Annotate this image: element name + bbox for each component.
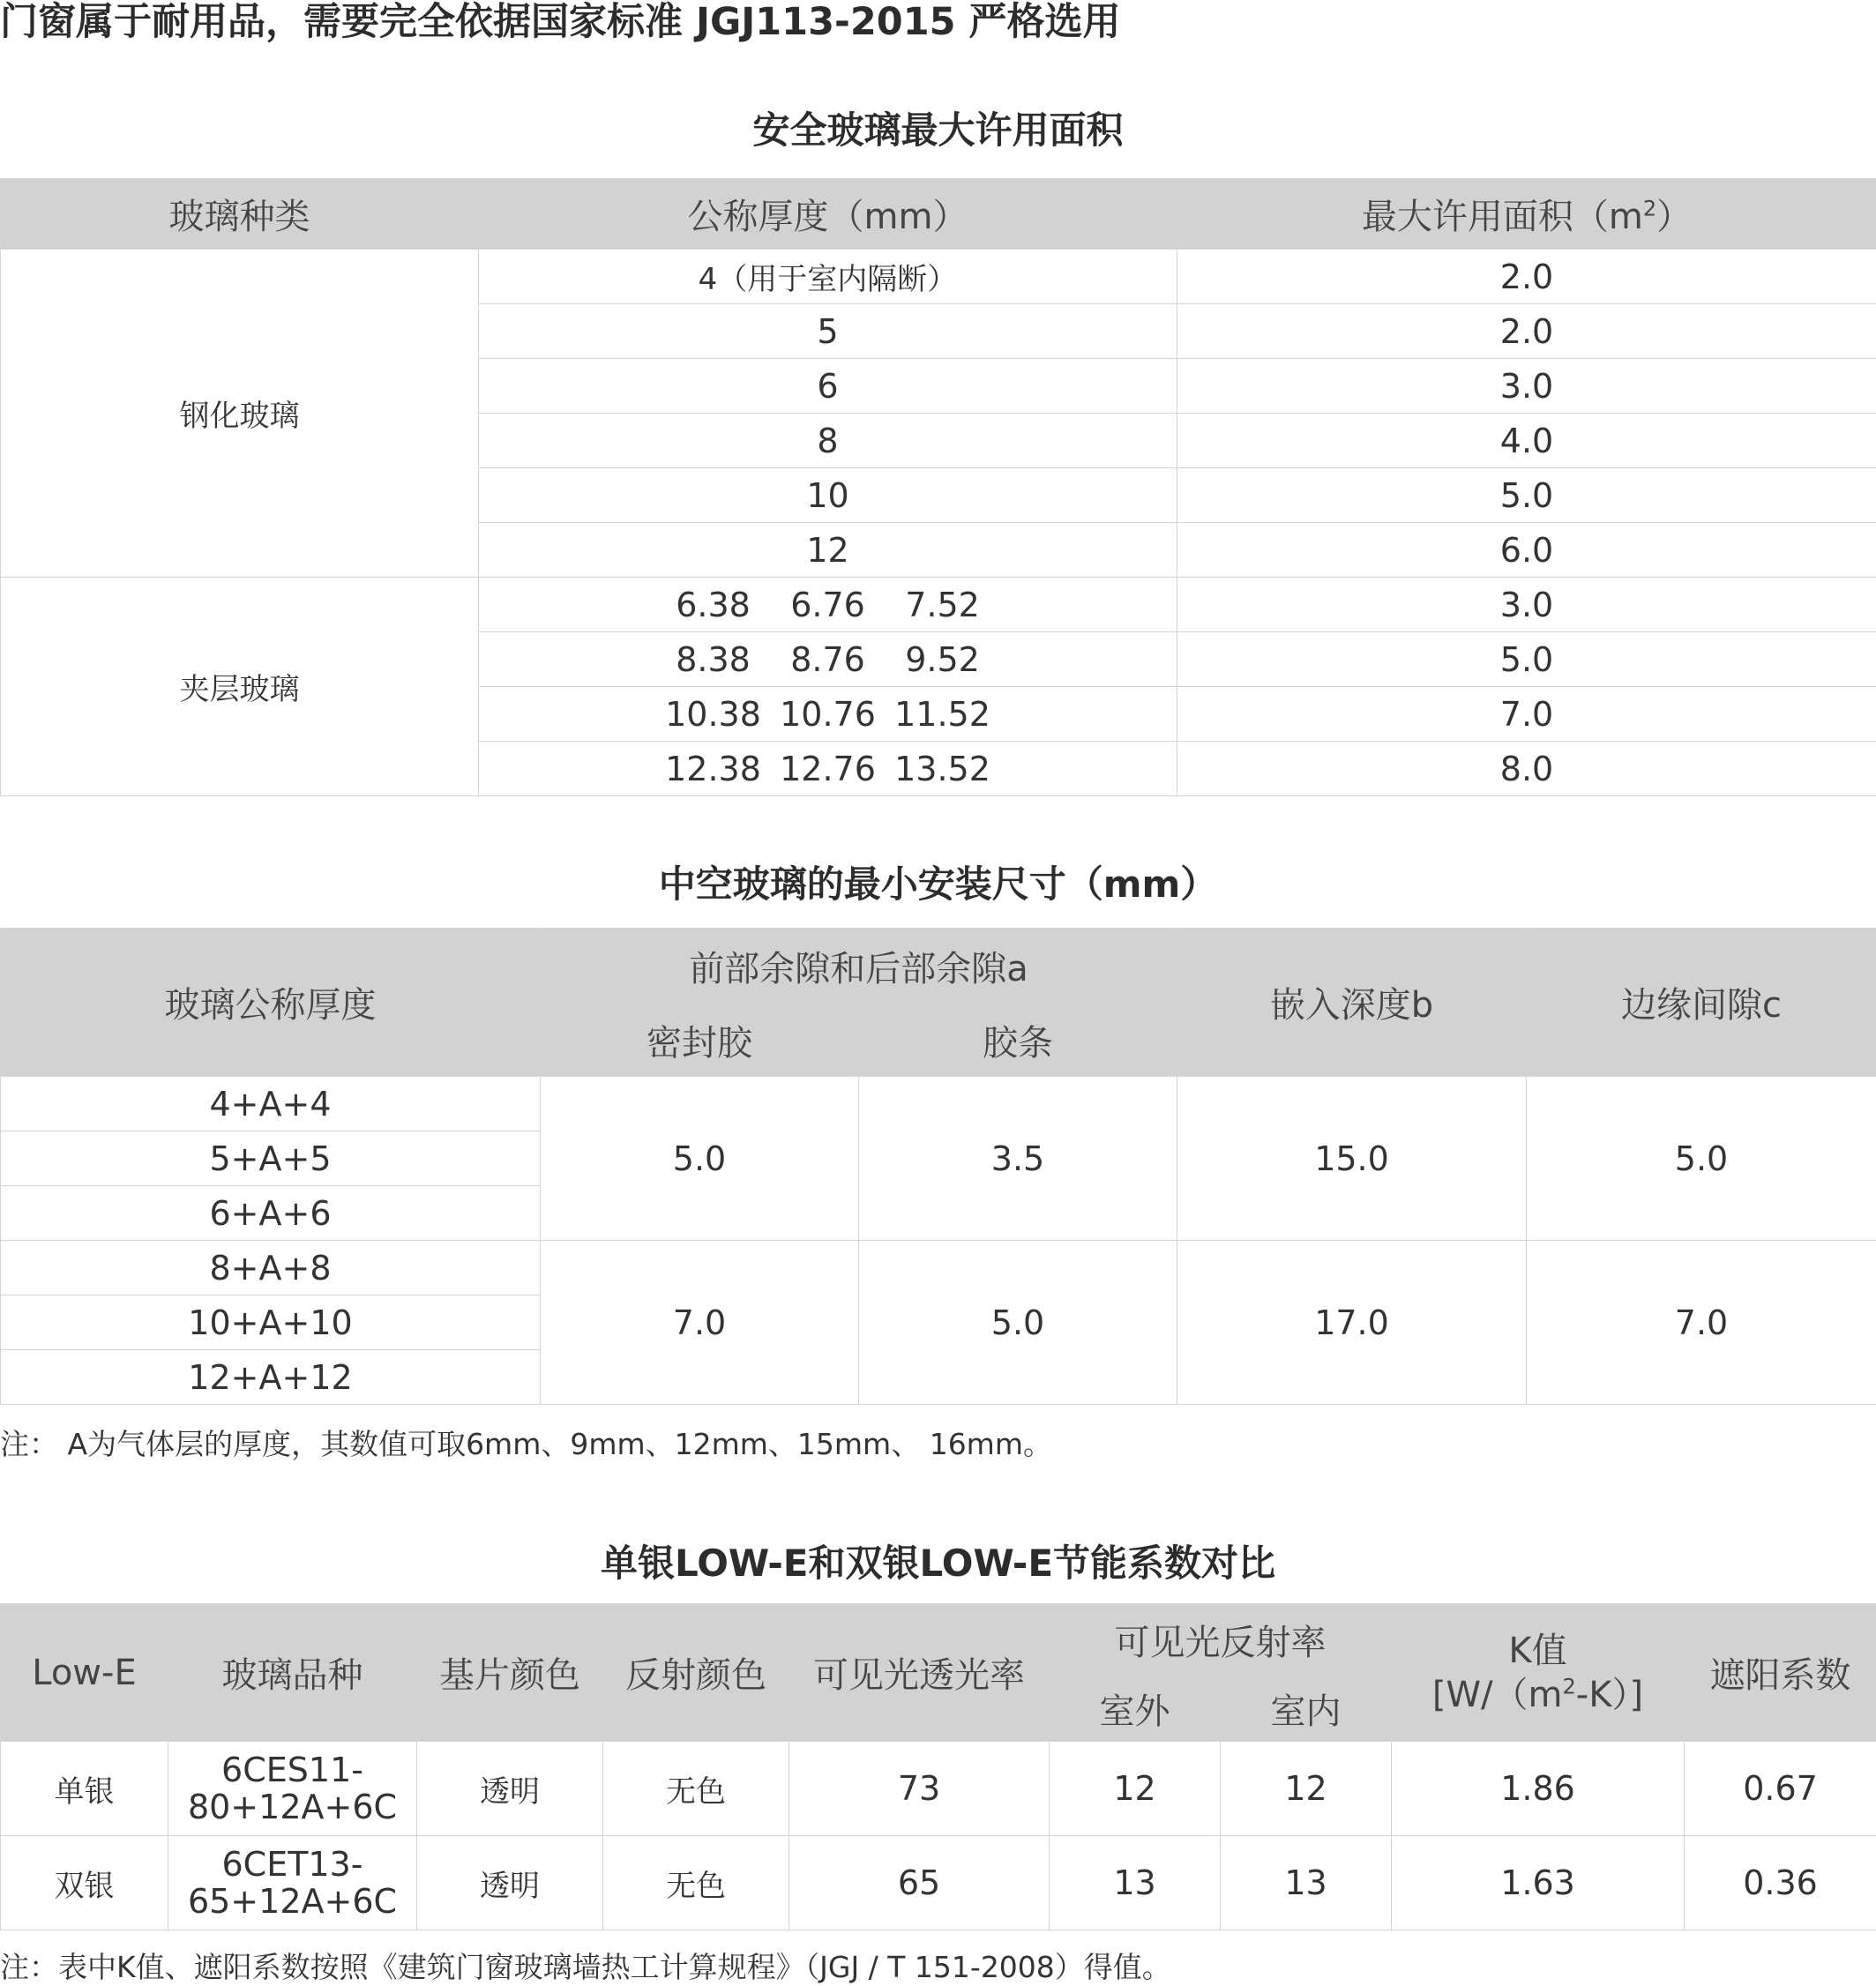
table-cell: 8 [479,414,1177,468]
table-cell: 5.0 [859,1241,1177,1405]
header-max-area: 最大许用面积$(m^2)$ [1177,179,1876,250]
table-cell: 无色 [603,1742,789,1836]
table-cell: 双银 [1,1836,168,1930]
header-glass-thickness: 玻璃公称厚度 [1,929,541,1077]
table-cell: 6+A+6 [1,1186,541,1241]
table-cell: 5.0 [1527,1077,1876,1241]
table-cell: 5+A+5 [1,1131,541,1186]
table-cell: 0.67 [1685,1742,1876,1836]
table-cell: 5.0 [1177,632,1876,687]
header-sealant: 密封胶 [541,1004,859,1077]
table2-caption: 中空玻璃的最小安装尺寸（mm） [0,855,1876,908]
table-cell: 8.0 [1177,742,1876,796]
header-strip: 胶条 [859,1004,1177,1077]
table-cell: 3.0 [1177,578,1876,632]
table-cell: 无色 [603,1836,789,1930]
table-cell: 13 [1221,1836,1392,1930]
table-cell: 6.38 6.76 7.52 [479,578,1177,632]
table-cell: 5.0 [1177,468,1876,523]
lowe-comparison-table [0,1603,1876,1930]
table-cell: 4+A+4 [1,1077,541,1131]
table3-note: 注：表中K值、遮阳系数按照《建筑门窗玻璃墙热工计算规程》（JGJ / T 151-2008）得值。 [0,1945,1171,1986]
table-cell: 2.0 [1177,250,1876,304]
table-cell: 8+A+8 [1,1241,541,1295]
header-nominal-thickness: 公称厚度（mm） [479,179,1177,250]
table-cell: 12 [1050,1742,1221,1836]
safety-glass-table [0,178,1876,796]
table3-caption: 单银LOW-E和双银LOW-E节能系数对比 [0,1534,1876,1587]
header-transmittance: 可见光透光率 [789,1604,1050,1742]
table-cell: 7.0 [1527,1241,1876,1405]
table-cell: 4.0 [1177,414,1876,468]
header-reflect-color: 反射颜色 [603,1604,789,1742]
table-cell: 17.0 [1177,1241,1527,1405]
table-cell: 透明 [417,1742,603,1836]
table-cell: 3.0 [1177,359,1876,414]
table-cell: 7.0 [1177,687,1876,742]
table-cell: 8.38 8.76 9.52 [479,632,1177,687]
header-lowe: Low-E [1,1604,168,1742]
table-cell: 10 [479,468,1177,523]
table-cell: 12 [1221,1742,1392,1836]
table-cell: 1.63 [1392,1836,1685,1930]
table-cell: 12.38 12.76 13.52 [479,742,1177,796]
table-cell: 73 [789,1742,1050,1836]
table-cell: 6CET13- 65+12A+6C [168,1836,417,1930]
page-heading: 门窗属于耐用品，需要完全依据国家标准 JGJ113-2015 严格选用 [0,0,1121,44]
table-cell: 5 [479,304,1177,359]
table-cell: 6.0 [1177,523,1876,578]
table1-caption: 安全玻璃最大许用面积 [0,101,1876,154]
table-cell: 1.86 [1392,1742,1685,1836]
table-cell: 10+A+10 [1,1295,541,1350]
table-cell: 单银 [1,1742,168,1836]
header-clearance: 前部余隙和后部余隙a [541,929,1177,1004]
table-cell: 13 [1050,1836,1221,1930]
table-cell: 15.0 [1177,1077,1527,1241]
table-cell: 5.0 [541,1077,859,1241]
header-shading: 遮阳系数 [1685,1604,1876,1742]
table-cell: 6 [479,359,1177,414]
table2-note: 注： A为气体层的厚度，其数值可取6mm、9mm、12mm、15mm、 16mm。 [0,1422,1052,1463]
table-cell: 65 [789,1836,1050,1930]
table-cell: 12 [479,523,1177,578]
table-cell: 10.38 10.76 11.52 [479,687,1177,742]
table-cell: 2.0 [1177,304,1876,359]
header-embed-depth: 嵌入深度b [1177,929,1527,1077]
header-edge-clearance: 边缘间隙c [1527,929,1876,1077]
laminated-glass-label: 夹层玻璃 [1,578,479,796]
header-indoor: 室内 [1221,1676,1392,1742]
insulated-glass-table [0,928,1876,1405]
table-cell: 12+A+12 [1,1350,541,1405]
table-cell: 7.0 [541,1241,859,1405]
table-cell: 4（用于室内隔断） [479,250,1177,304]
header-glass-type: 玻璃种类 [1,179,479,250]
table-cell: 0.36 [1685,1836,1876,1930]
header-reflectance: 可见光反射率 [1050,1604,1392,1676]
header-glass-variety: 玻璃品种 [168,1604,417,1742]
table-cell: 6CES11- 80+12A+6C [168,1742,417,1836]
table-cell: 透明 [417,1836,603,1930]
tempered-glass-label: 钢化玻璃 [1,250,479,578]
table-cell: 3.5 [859,1077,1177,1241]
header-k-value: K值 $[W/(m^2-K)]$ [1392,1604,1685,1742]
header-base-color: 基片颜色 [417,1604,603,1742]
header-outdoor: 室外 [1050,1676,1221,1742]
